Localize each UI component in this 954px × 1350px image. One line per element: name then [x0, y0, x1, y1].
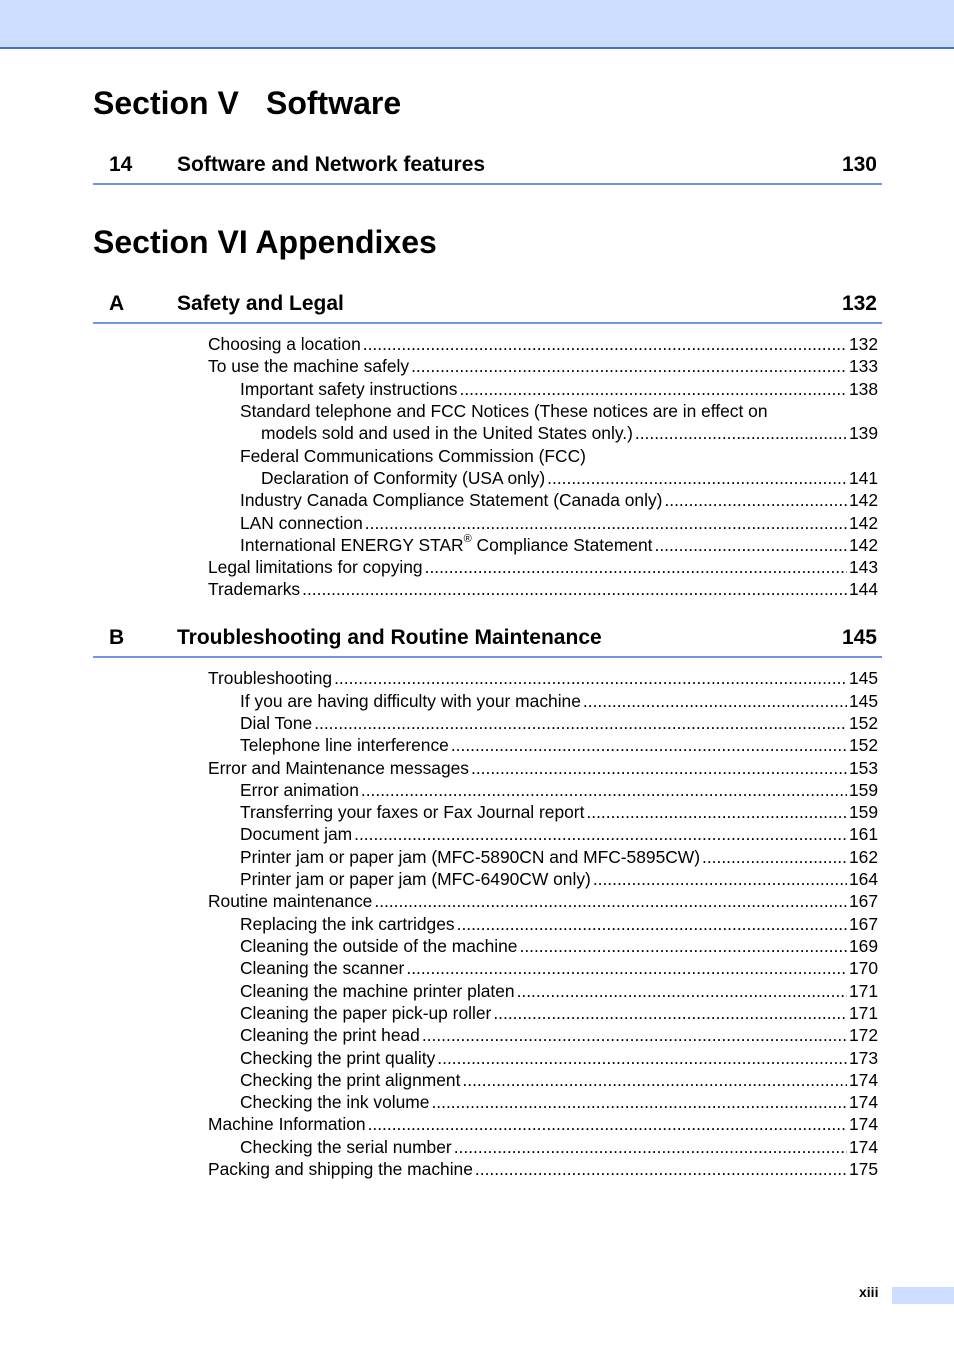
toc-entry[interactable]: Telephone line interference ..... 152	[240, 735, 878, 755]
toc-entry[interactable]: Packing and shipping the machine ..... 175	[208, 1159, 878, 1179]
toc-entry[interactable]: models sold and used in the United States only.) ..... 139	[261, 423, 878, 443]
page-number: xiii	[859, 1284, 879, 1300]
toc-entry[interactable]: Legal limitations for copying ..... 143	[208, 557, 878, 577]
section-title: Software	[266, 85, 402, 121]
chapter-title: Troubleshooting and Routine Maintenance	[177, 626, 602, 649]
toc-entry[interactable]: If you are having difficulty with your machine ..... 145	[240, 691, 878, 711]
toc-entry[interactable]: To use the machine safely ..... 133	[208, 356, 878, 376]
toc-entry[interactable]: Industry Canada Compliance Statement (Canada only) ..... 142	[240, 490, 878, 510]
chapter-title: Safety and Legal	[177, 292, 344, 315]
toc-entry[interactable]: Checking the ink volume ..... 174	[240, 1092, 878, 1112]
chapter-heading-b[interactable]	[93, 620, 882, 658]
toc-entry[interactable]: Routine maintenance ..... 167	[208, 891, 878, 911]
chapter-page: 130	[841, 153, 877, 176]
toc-entry[interactable]: Checking the serial number ..... 174	[240, 1137, 878, 1157]
toc-entry[interactable]: Machine Information ..... 174	[208, 1114, 878, 1134]
toc-entry-line[interactable]: Standard telephone and FCC Notices (These notices are in effect on	[240, 401, 768, 421]
toc-entry[interactable]: Cleaning the machine printer platen ..... 171	[240, 981, 878, 1001]
toc-entry[interactable]: Cleaning the print head ..... 172	[240, 1025, 878, 1045]
header-band	[0, 0, 954, 49]
registered-mark: ®	[463, 533, 472, 546]
toc-entry[interactable]: Replacing the ink cartridges ..... 167	[240, 914, 878, 934]
toc-entry[interactable]: Document jam ..... 161	[240, 824, 878, 844]
chapter-heading-a[interactable]	[93, 286, 882, 324]
section-title: Appendixes	[255, 224, 437, 260]
page-tab	[892, 1287, 954, 1304]
section-heading-v	[93, 83, 401, 123]
toc-entry[interactable]: LAN connection ..... 142	[240, 513, 878, 533]
section-number: Section VI	[93, 224, 248, 260]
toc-entry[interactable]: Cleaning the scanner ..... 170	[240, 958, 878, 978]
chapter-heading-14[interactable]	[93, 147, 882, 185]
toc-entry[interactable]: Cleaning the paper pick-up roller ..... 171	[240, 1003, 878, 1023]
chapter-number: B	[109, 626, 125, 649]
toc-entry[interactable]: Printer jam or paper jam (MFC-5890CN and MFC-5895CW) ..... 162	[240, 847, 878, 867]
toc-entry[interactable]: Troubleshooting ..... 145	[208, 668, 878, 688]
toc-entry[interactable]: Cleaning the outside of the machine ..... 169	[240, 936, 878, 956]
toc-entry[interactable]: Error animation ..... 159	[240, 780, 878, 800]
toc-entry[interactable]: Printer jam or paper jam (MFC-6490CW only) ..... 164	[240, 869, 878, 889]
chapter-number: A	[109, 292, 125, 315]
toc-entry[interactable]: Dial Tone ..... 152	[240, 713, 878, 733]
chapter-page: 145	[841, 626, 877, 649]
toc-entry[interactable]: Checking the print quality ..... 173	[240, 1048, 878, 1068]
toc-entry[interactable]: International ENERGY STAR® Compliance Statement ..... 142	[240, 535, 878, 555]
section-heading-vi	[93, 222, 437, 262]
section-number: Section V	[93, 85, 239, 121]
chapter-number: 14	[109, 153, 133, 176]
toc-entry[interactable]: Declaration of Conformity (USA only) ..... 141	[261, 468, 878, 488]
chapter-title: Software and Network features	[177, 153, 486, 176]
toc-entry[interactable]: Checking the print alignment ..... 174	[240, 1070, 878, 1090]
toc-entry-line[interactable]: Federal Communications Commission (FCC)	[240, 446, 586, 466]
toc-entry[interactable]: Trademarks ..... 144	[208, 579, 878, 599]
toc-entry[interactable]: Important safety instructions ..... 138	[240, 379, 878, 399]
toc-entry[interactable]: Choosing a location ..... 132	[208, 334, 878, 354]
toc-entry[interactable]: Error and Maintenance messages ..... 153	[208, 758, 878, 778]
chapter-page: 132	[841, 292, 877, 315]
toc-entry[interactable]: Transferring your faxes or Fax Journal report ..... 159	[240, 802, 878, 822]
